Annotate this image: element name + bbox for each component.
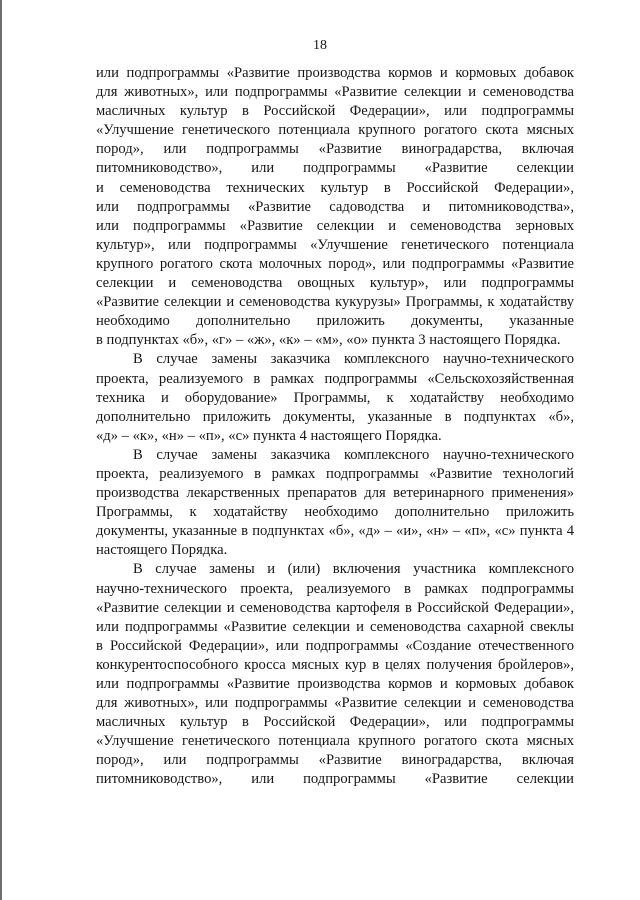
text-line: или подпрограммы «Развитие производства кормов и кормовых добавок bbox=[96, 65, 574, 81]
text-line: научно-технического проекта, реализуемого в рамках подпрограммы bbox=[96, 580, 574, 597]
text-line: масличных культур в Российской Федерации», или подпрограммы bbox=[96, 103, 574, 120]
text-line: или подпрограммы «Развитие садоводства и питомниководства», bbox=[96, 198, 574, 215]
text-line: В случае замены и (или) включения участника комплексного bbox=[133, 561, 574, 578]
text-line: проекта, реализуемого в рамках подпрограммы «Сельскохозяйственная bbox=[96, 370, 574, 387]
text-line: Программы, к ходатайству необходимо дополнительно приложить bbox=[96, 504, 574, 521]
text-line: пород», или подпрограммы «Развитие виноградарства, включая bbox=[96, 752, 574, 769]
text-line: пород», или подпрограммы «Развитие виноградарства, включая bbox=[96, 141, 574, 158]
text-line: «д» – «к», «н» – «п», «с» пункта 4 настоящего Порядка. bbox=[96, 427, 442, 444]
text-line: для животных», или подпрограммы «Развитие селекции и семеноводства bbox=[96, 695, 574, 712]
scan-edge bbox=[0, 0, 2, 900]
text-line: настоящего Порядка. bbox=[96, 542, 228, 559]
text-line: или подпрограммы «Развитие селекции и семеноводства сахарной свеклы bbox=[96, 618, 574, 635]
text-line: В случае замены заказчика комплексного научно-технического bbox=[133, 351, 574, 368]
text-line: селекции и семеноводства овощных культур», или подпрограммы bbox=[96, 275, 574, 292]
text-line: крупного рогатого скота молочных пород», или подпрограммы «Развитие bbox=[96, 255, 574, 272]
text-line: или подпрограммы «Развитие селекции и семеноводства зерновых bbox=[96, 217, 574, 234]
text-line: в Российской Федерации», или подпрограммы «Создание отечественного bbox=[96, 637, 574, 654]
text-line: производства лекарственных препаратов для ветеринарного применения» bbox=[96, 485, 574, 502]
text-line: «Развитие селекции и семеноводства картофеля в Российской Федерации», bbox=[96, 599, 574, 616]
page-number: 18 bbox=[313, 38, 327, 53]
paragraph bbox=[96, 446, 574, 561]
text-line: питомниководство», или подпрограммы «Развитие селекции bbox=[96, 771, 574, 788]
paragraph bbox=[96, 560, 574, 789]
text-line: питомниководство», или подпрограммы «Развитие селекции bbox=[96, 160, 574, 177]
text-line: конкурентоспособного кросса мясных кур в целях получения бройлеров», bbox=[96, 656, 574, 673]
text-line: культур», или подпрограммы «Улучшение генетического потенциала bbox=[96, 236, 574, 253]
paragraph bbox=[96, 350, 574, 445]
text-line: дополнительно приложить документы, указанные в подпунктах «б», bbox=[96, 408, 574, 425]
text-line: «Улучшение генетического потенциала крупного рогатого скота мясных bbox=[96, 122, 574, 139]
text-line: масличных культур в Российской Федерации», или подпрограммы bbox=[96, 714, 574, 731]
text-line: необходимо дополнительно приложить документы, указанные bbox=[96, 313, 574, 330]
document-body bbox=[96, 64, 574, 790]
text-line: «Развитие селекции и семеноводства кукурузы» Программы, к ходатайству bbox=[96, 294, 574, 311]
text-line: документы, указанные в подпунктах «б», «д» – «и», «н» – «п», «с» пункта 4 bbox=[96, 523, 574, 540]
text-line: и семеноводства технических культур в Российской Федерации», bbox=[96, 179, 574, 196]
paragraph bbox=[96, 64, 574, 350]
text-line: для животных», или подпрограммы «Развитие селекции и семеноводства bbox=[96, 84, 574, 101]
text-line: В случае замены заказчика комплексного научно-технического bbox=[133, 446, 574, 463]
text-line: проекта, реализуемого в рамках подпрограммы «Развитие технологий bbox=[96, 465, 574, 482]
text-line: «Улучшение генетического потенциала крупного рогатого скота мясных bbox=[96, 733, 574, 750]
text-line: в подпунктах «б», «г» – «ж», «к» – «м», «о» пункта 3 настоящего Порядка. bbox=[96, 332, 561, 349]
text-line: или подпрограммы «Развитие производства кормов и кормовых добавок bbox=[96, 676, 574, 692]
text-line: техника и оборудование» Программы, к ходатайству необходимо bbox=[96, 389, 574, 406]
